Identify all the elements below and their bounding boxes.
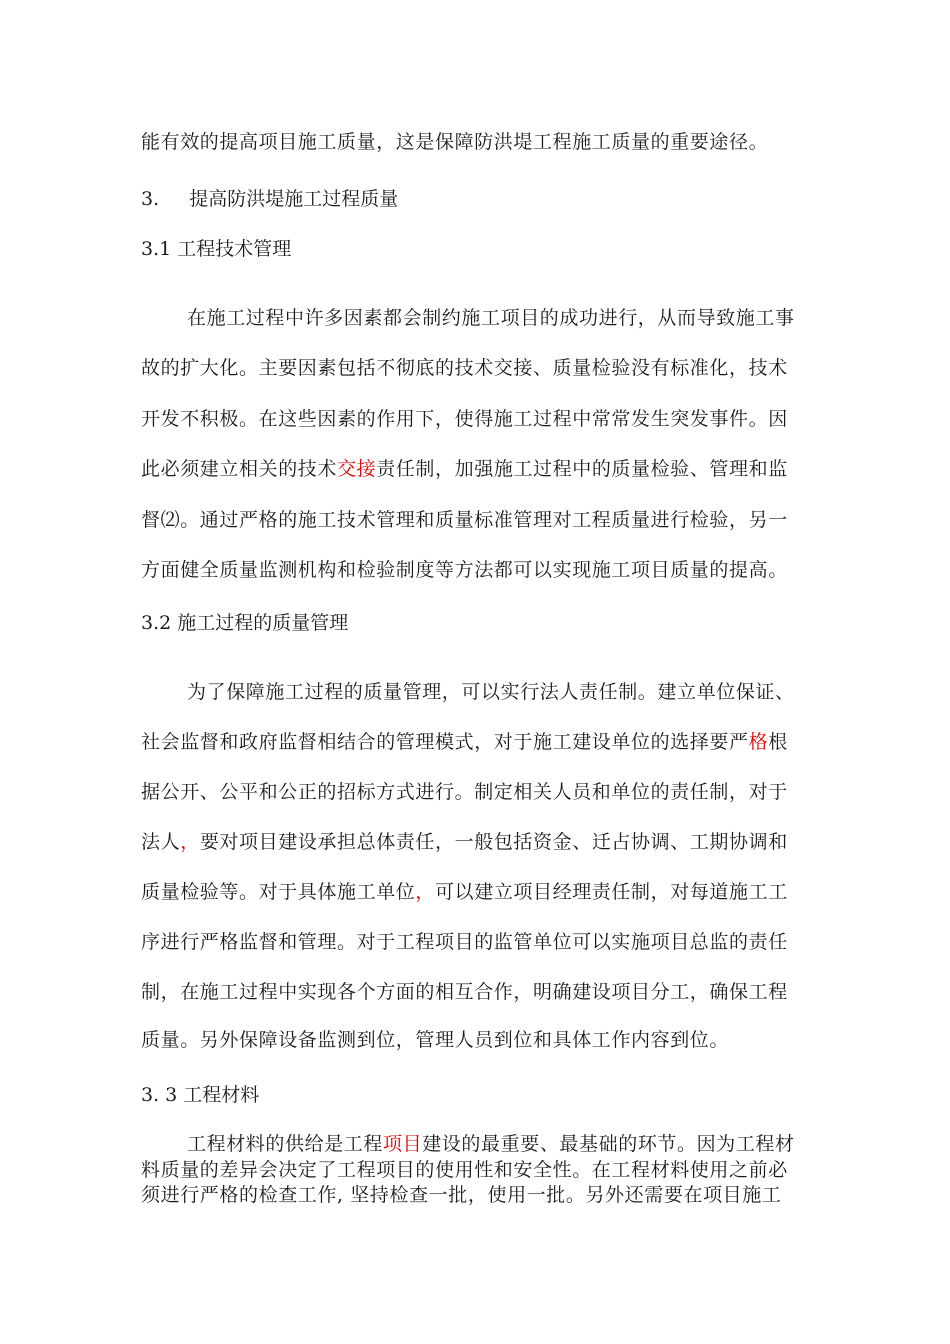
section-3-3-line-2: 料质量的差异会决定了工程项目的使用性和安全性。在工程材料使用之前必 (141, 1159, 788, 1181)
section-3-number: 3. (141, 188, 160, 210)
text-span: 此必须建立相关的技术 (141, 458, 338, 480)
section-3-3-line-3: 须进行严格的检查工作, 坚持检查一批，使用一批。另外还需要在项目施工 (141, 1184, 782, 1206)
section-3-2-line-2 (141, 727, 816, 754)
text-span: 质量检验等。对于具体施工单位 (141, 881, 416, 903)
section-3-title: 提高防洪堤施工过程质量 (189, 188, 399, 210)
highlighted-text: 交接 (337, 458, 377, 480)
section-3-3-line-1 (187, 1129, 817, 1156)
section-3-2-heading: 3.2 施工过程的质量管理 (141, 612, 349, 634)
highlighted-text: 项目 (383, 1133, 423, 1155)
section-3-2-line-8: 质量。另外保障设备监测到位，管理人员到位和具体工作内容到位。 (141, 1029, 730, 1051)
highlighted-text: ， (180, 831, 200, 853)
section-3-3-heading: 3. 3 工程材料 (141, 1084, 260, 1106)
text-span: 可以建立项目经理责任制，对每道施工工 (435, 881, 788, 903)
intro-line-1: 能有效的提高项目施工质量，这是保障防洪堤工程施工质量的重要途径。 (141, 131, 769, 153)
text-span: 法人 (141, 831, 181, 853)
highlighted-text: ， (415, 881, 436, 903)
section-3-1-line-1: 在施工过程中许多因素都会制约施工项目的成功进行，从而导致施工事 (187, 307, 795, 329)
text-span: 社会监督和政府监督相结合的管理模式，对于施工建设单位的选择要严 (141, 731, 749, 753)
section-3-2-line-4 (141, 827, 816, 854)
section-3-1-line-4 (141, 454, 816, 481)
section-3-2-line-1: 为了保障施工过程的质量管理，可以实行法人责任制。建立单位保证、 (187, 681, 795, 703)
section-3-2-line-3: 据公开、公平和公正的招标方式进行。制定相关人员和单位的责任制，对于 (141, 781, 788, 803)
section-3-heading (141, 184, 816, 211)
text-span: 责任制，加强施工过程中的质量检验、管理和监 (376, 458, 788, 480)
highlighted-text: 格 (748, 731, 769, 753)
section-3-1-heading: 3.1 工程技术管理 (141, 238, 292, 260)
section-3-1-line-2: 故的扩大化。主要因素包括不彻底的技术交接、质量检验没有标准化，技术 (141, 357, 788, 379)
section-3-2-line-7: 制，在施工过程中实现各个方面的相互合作，明确建设项目分工，确保工程 (141, 981, 788, 1003)
section-3-2-line-5 (141, 877, 816, 904)
text-span: 要对项目建设承担总体责任，一般包括资金、迁占协调、工期协调和 (199, 831, 788, 853)
text-span: 建设的最重要、最基础的环节。因为工程材 (422, 1133, 795, 1155)
text-span: 根 (768, 731, 788, 753)
section-3-1-line-5: 督⑵。通过严格的施工技术管理和质量标准管理对工程质量进行检验，另一 (141, 509, 788, 531)
section-3-2-line-6: 序进行严格监督和管理。对于工程项目的监管单位可以实施项目总监的责任 (141, 931, 788, 953)
section-3-1-line-6: 方面健全质量监测机构和检验制度等方法都可以实现施工项目质量的提高。 (141, 559, 788, 581)
section-3-1-line-3: 开发不积极。在这些因素的作用下，使得施工过程中常常发生突发事件。因 (141, 408, 788, 430)
text-span: 工程材料的供给是工程 (187, 1133, 384, 1155)
